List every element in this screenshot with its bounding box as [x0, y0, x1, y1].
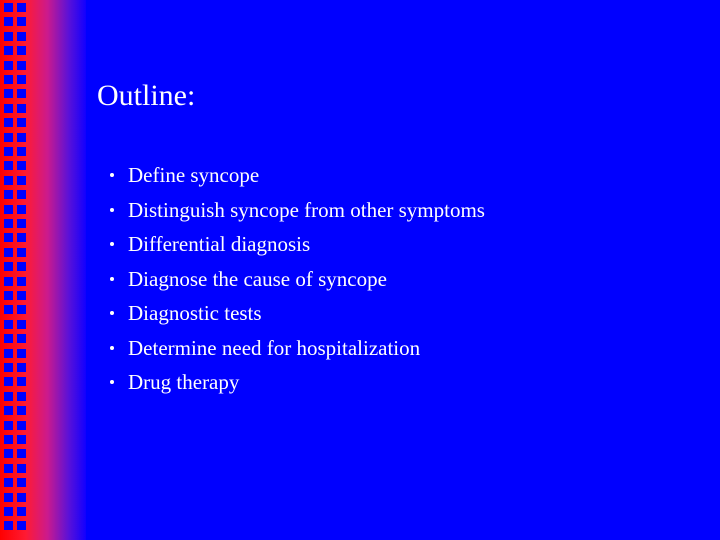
decorative-square [17, 334, 26, 343]
bullet-text: Diagnostic tests [128, 301, 262, 326]
decorative-square [17, 349, 26, 358]
decorative-square [4, 521, 13, 530]
decorative-square [17, 392, 26, 401]
decorative-square [17, 478, 26, 487]
decorative-square [4, 435, 13, 444]
decorative-square [4, 248, 13, 257]
decorative-square [17, 3, 26, 12]
bullet-dot-icon [110, 311, 114, 315]
decorative-square [17, 104, 26, 113]
decorative-square [4, 32, 13, 41]
decorative-square [4, 3, 13, 12]
decorative-square [4, 161, 13, 170]
decorative-square [4, 104, 13, 113]
bullet-dot-icon [110, 242, 114, 246]
decorative-square [4, 464, 13, 473]
bullet-dot-icon [110, 208, 114, 212]
decorative-square [17, 521, 26, 530]
decorative-square [4, 406, 13, 415]
decorative-square [4, 17, 13, 26]
decorative-square [4, 190, 13, 199]
decorative-square [17, 493, 26, 502]
decorative-square [17, 219, 26, 228]
decorative-square [17, 363, 26, 372]
decorative-square [4, 392, 13, 401]
decorative-square [4, 377, 13, 386]
decorative-square [17, 205, 26, 214]
decorative-square [4, 89, 13, 98]
bullet-item [110, 262, 485, 297]
decorative-square [4, 133, 13, 142]
decorative-square [4, 233, 13, 242]
decorative-square [17, 89, 26, 98]
decorative-square [4, 219, 13, 228]
bullet-item [110, 296, 485, 331]
bullet-text: Distinguish syncope from other symptoms [128, 197, 485, 222]
decorative-square [4, 75, 13, 84]
decorative-square [17, 176, 26, 185]
slide-title: Outline: [97, 79, 196, 112]
decorative-square [17, 377, 26, 386]
decorative-square [4, 291, 13, 300]
decorative-square [17, 406, 26, 415]
decorative-square [17, 190, 26, 199]
decorative-square [17, 17, 26, 26]
bullet-item [110, 331, 485, 366]
decorative-square [4, 277, 13, 286]
bullet-item [110, 193, 485, 228]
decorative-square [4, 334, 13, 343]
decorative-square [17, 262, 26, 271]
bullet-list [110, 158, 485, 400]
decorative-square [4, 61, 13, 70]
bullet-text: Diagnose the cause of syncope [128, 266, 387, 291]
decorative-square [17, 61, 26, 70]
decorative-square [4, 176, 13, 185]
bullet-text: Differential diagnosis [128, 232, 311, 257]
decorative-square [17, 507, 26, 516]
bullet-text: Define syncope [128, 163, 260, 188]
decorative-square [17, 421, 26, 430]
decorative-square [17, 161, 26, 170]
decorative-square [17, 46, 26, 55]
bullet-item [110, 227, 485, 262]
bullet-text: Drug therapy [128, 370, 240, 395]
decorative-square [17, 233, 26, 242]
decorative-square [4, 493, 13, 502]
decorative-square [4, 118, 13, 127]
decorative-square [17, 118, 26, 127]
decorative-square [4, 205, 13, 214]
decorative-square [17, 464, 26, 473]
bullet-dot-icon [110, 380, 114, 384]
decorative-square [4, 320, 13, 329]
decorative-square [17, 32, 26, 41]
decorative-square [4, 478, 13, 487]
bullet-dot-icon [110, 173, 114, 177]
decorative-square [17, 133, 26, 142]
decorative-square [4, 421, 13, 430]
decorative-square [4, 449, 13, 458]
bullet-dot-icon [110, 277, 114, 281]
decorative-square [4, 349, 13, 358]
decorative-square [4, 46, 13, 55]
bullet-item [110, 158, 485, 193]
decorative-square [17, 248, 26, 257]
decorative-square [17, 75, 26, 84]
decorative-square [4, 147, 13, 156]
decorative-square [4, 262, 13, 271]
decorative-square [17, 277, 26, 286]
decorative-square [17, 449, 26, 458]
decorative-square [17, 291, 26, 300]
decorative-square [17, 147, 26, 156]
decorative-square [17, 320, 26, 329]
decorative-square [4, 363, 13, 372]
bullet-item [110, 365, 485, 400]
bullet-dot-icon [110, 346, 114, 350]
decorative-square [17, 435, 26, 444]
decorative-square [4, 305, 13, 314]
decorative-square [17, 305, 26, 314]
decorative-square [4, 507, 13, 516]
decorative-square-column [4, 0, 30, 540]
bullet-text: Determine need for hospitalization [128, 335, 421, 360]
